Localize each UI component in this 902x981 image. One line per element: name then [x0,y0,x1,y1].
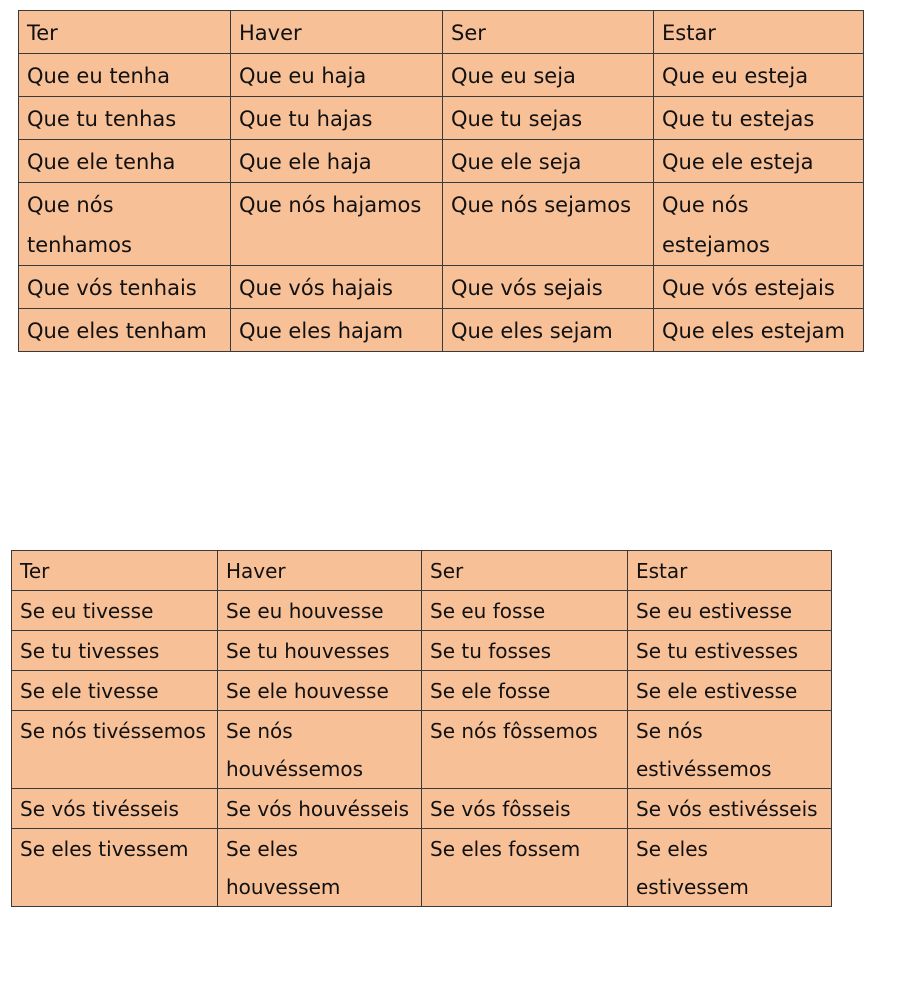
table-row [12,711,832,789]
table-cell: Que nós sejamos [443,183,654,266]
table-row [12,789,832,829]
table-row [19,54,864,97]
table-cell: Se eles houvessem [218,829,422,907]
table-cell: Se tu estivesses [628,631,832,671]
header-cell: Estar [654,11,864,54]
table-row [12,631,832,671]
table-cell: Que vós sejais [443,266,654,309]
table-cell: Se eles tivessem [12,829,218,907]
table-row [19,140,864,183]
present-subjunctive-table [18,10,864,352]
table-cell: Se ele estivesse [628,671,832,711]
table-cell: Que nós hajamos [231,183,443,266]
table-cell: Se ele tivesse [12,671,218,711]
table-cell: Que ele esteja [654,140,864,183]
table-row [12,591,832,631]
table-cell: Se nós houvéssemos [218,711,422,789]
table-cell: Que eu esteja [654,54,864,97]
table-header-row [12,551,832,591]
table-cell: Que eles tenham [19,309,231,352]
table-cell: Se nós tivéssemos [12,711,218,789]
table-cell: Que ele seja [443,140,654,183]
header-cell: Ser [443,11,654,54]
table-cell: Se eu estivesse [628,591,832,631]
table-row [19,309,864,352]
table-cell: Se ele houvesse [218,671,422,711]
table-cell: Se tu tivesses [12,631,218,671]
table-cell: Que tu estejas [654,97,864,140]
table-row [19,266,864,309]
table-row [19,183,864,266]
header-cell: Ter [12,551,218,591]
table-cell: Que vós hajais [231,266,443,309]
table-cell: Se vós houvésseis [218,789,422,829]
header-cell: Ter [19,11,231,54]
table-cell: Se vós estivésseis [628,789,832,829]
table-cell: Que eles sejam [443,309,654,352]
table-cell: Se eu houvesse [218,591,422,631]
table-cell: Que ele tenha [19,140,231,183]
table-cell: Se tu fosses [422,631,628,671]
table-cell: Que vós tenhais [19,266,231,309]
table-cell: Se nós fôssemos [422,711,628,789]
table-row [12,671,832,711]
header-cell: Estar [628,551,832,591]
table-cell: Se eu fosse [422,591,628,631]
table-cell: Que nós estejamos [654,183,864,266]
table-cell: Se eles estivessem [628,829,832,907]
table-cell: Que eu tenha [19,54,231,97]
table-cell: Se vós tivésseis [12,789,218,829]
table-cell: Que tu sejas [443,97,654,140]
table-cell: Se ele fosse [422,671,628,711]
table-cell: Se nós estivéssemos [628,711,832,789]
table-cell: Se vós fôsseis [422,789,628,829]
header-cell: Haver [218,551,422,591]
imperfect-subjunctive-table [11,550,832,907]
header-cell: Haver [231,11,443,54]
table-row [12,829,832,907]
table-cell: Que vós estejais [654,266,864,309]
table-cell: Que ele haja [231,140,443,183]
table-cell: Que eu haja [231,54,443,97]
table-cell: Que nós tenhamos [19,183,231,266]
table-cell: Que eu seja [443,54,654,97]
table-cell: Se eles fossem [422,829,628,907]
table-cell: Se tu houvesses [218,631,422,671]
header-cell: Ser [422,551,628,591]
table-cell: Se eu tivesse [12,591,218,631]
table-header-row [19,11,864,54]
table-cell: Que eles hajam [231,309,443,352]
table-cell: Que eles estejam [654,309,864,352]
table-row [19,97,864,140]
table-cell: Que tu tenhas [19,97,231,140]
table-cell: Que tu hajas [231,97,443,140]
